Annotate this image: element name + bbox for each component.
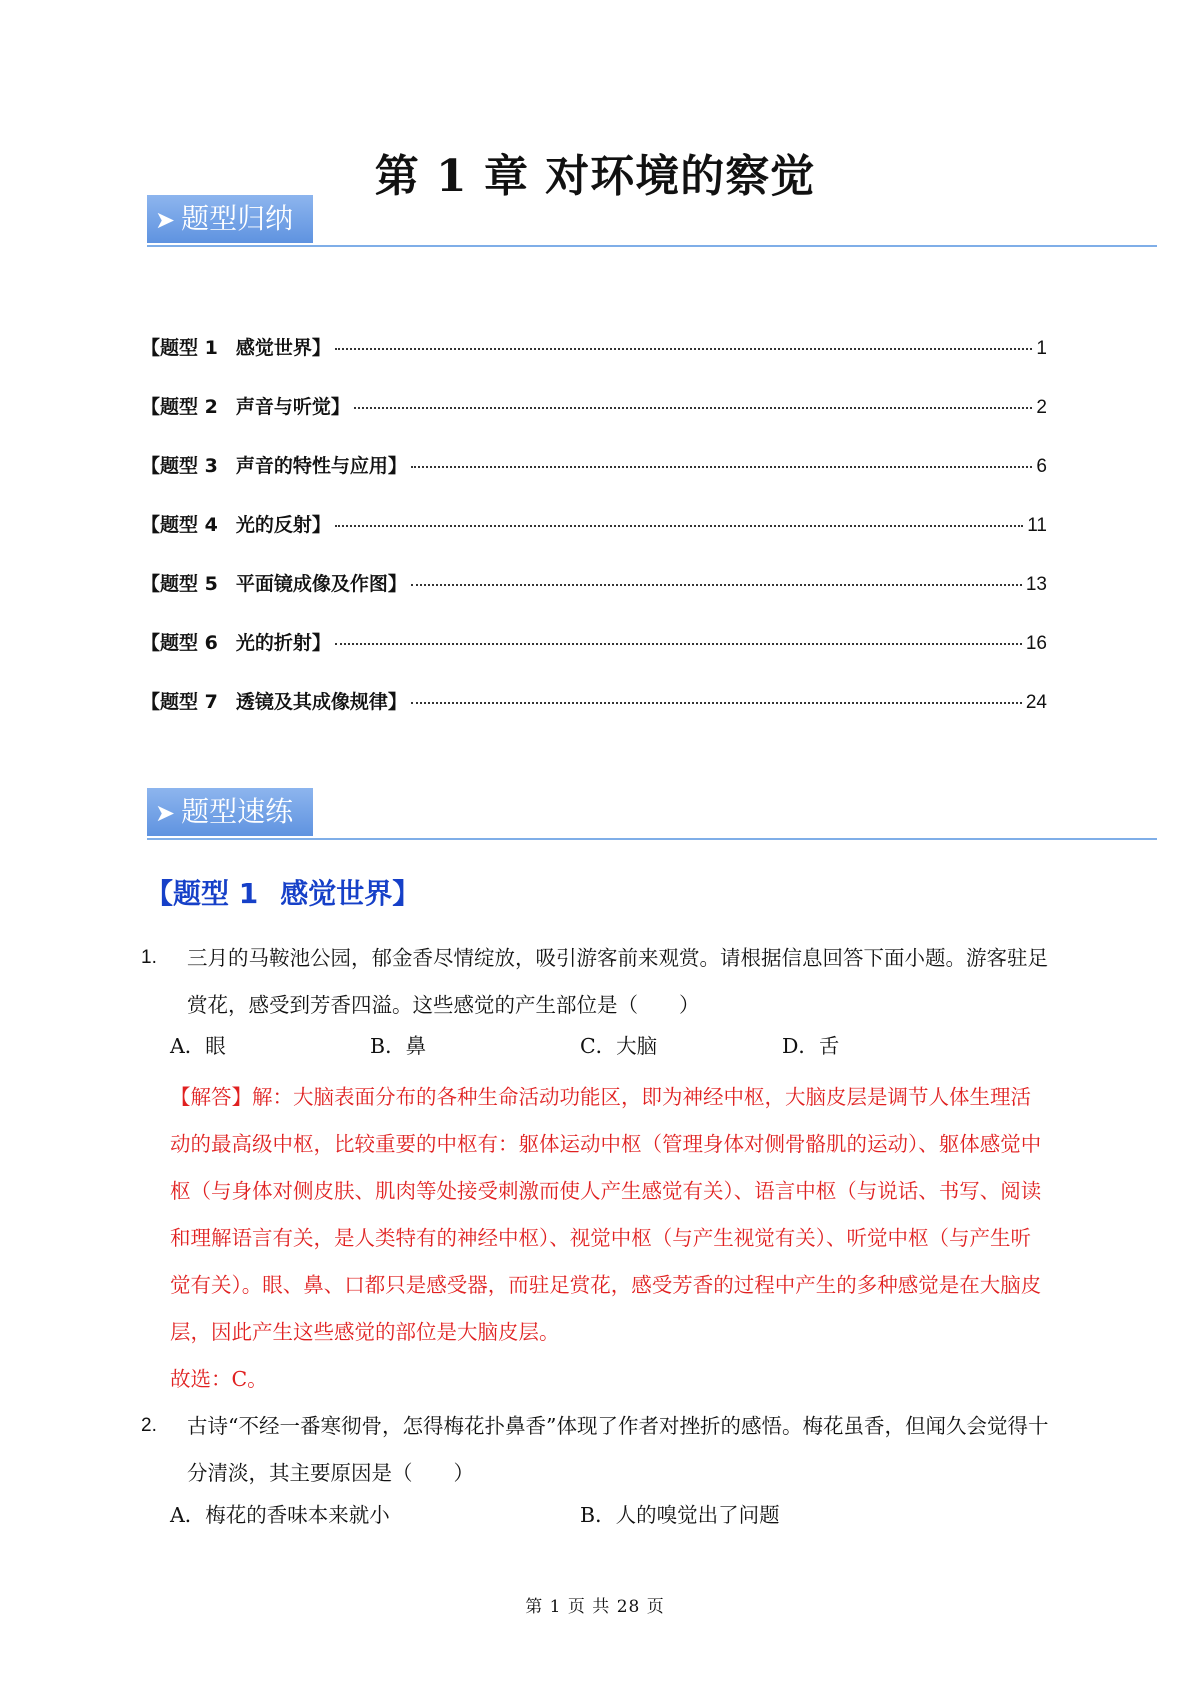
toc-num: 【题型 1 <box>141 337 218 359</box>
toc-page: 2 <box>1036 397 1047 418</box>
arrow-right-icon: ➤ <box>155 206 176 234</box>
section-label: 题型归纳 <box>181 202 294 235</box>
option-a[interactable]: A．眼 <box>170 1034 226 1058</box>
toc-leader <box>335 525 1023 527</box>
table-of-contents <box>141 333 1047 746</box>
question-stem: 三月的马鞍池公园，郁金香尽情绽放，吸引游客前来观赏。请根据信息回答下面小题。游客驻足赏花，感受到芳香四溢。这些感觉的产生部位是（ ） <box>187 946 1048 1017</box>
toc-leader <box>335 348 1033 350</box>
toc-num: 【题型 4 <box>141 514 218 536</box>
option-d[interactable]: D．舌 <box>782 1034 840 1058</box>
answer-text: 解：大脑表面分布的各种生命活动功能区，即为神经中枢，大脑皮层是调节人体生理活动的最高级中枢，比较重要的中枢有：躯体运动中枢（管理身体对侧骨骼肌的运动）、躯体感觉中枢（与身体对侧皮肤、肌肉等处接受刺激而使人产生感觉有关）、语言中枢（与说话、书写、阅读和理解语言有关，是人类特有的神经中枢）、视觉中枢（与产生视觉有关）、听觉中枢（与产生听觉有关）。眼、鼻、口都只是感受器，而驻足赏花，感受芳香的过程中产生的多种感觉是在大脑皮层，因此产生这些感觉的部位是大脑皮层。 <box>170 1085 1042 1344</box>
type-num: 【题型 1 <box>145 877 259 910</box>
page-footer: 第 1 页 共 28 页 <box>525 1597 665 1617</box>
toc-leader <box>335 643 1022 645</box>
toc-leader <box>354 407 1033 409</box>
toc-page: 11 <box>1027 515 1047 536</box>
toc-num: 【题型 7 <box>141 691 218 713</box>
toc-leader <box>411 466 1033 468</box>
type-heading <box>145 872 420 912</box>
toc-name: 光的反射】 <box>235 514 331 536</box>
section-header-summary <box>147 195 1157 247</box>
answer-explanation <box>170 1074 1050 1356</box>
toc-page: 24 <box>1025 692 1047 713</box>
section-tag <box>147 788 313 836</box>
answer-choice: 故选：C。 <box>170 1367 268 1391</box>
toc-name: 透镜及其成像规律】 <box>235 691 407 713</box>
toc-row[interactable] <box>141 510 1047 569</box>
section-label: 题型速练 <box>181 795 294 828</box>
toc-name: 声音与听觉】 <box>235 396 350 418</box>
toc-num: 【题型 6 <box>141 632 218 654</box>
toc-num: 【题型 3 <box>141 455 218 477</box>
toc-page: 1 <box>1036 338 1047 359</box>
toc-num: 【题型 5 <box>141 573 218 595</box>
question-stem: 古诗“不经一番寒彻骨，怎得梅花扑鼻香”体现了作者对挫折的感悟。梅花虽香，但闻久会觉得十分清淡，其主要原因是（ ） <box>187 1414 1049 1485</box>
toc-leader <box>411 702 1022 704</box>
toc-name: 平面镜成像及作图】 <box>235 573 407 595</box>
question-number: 1. <box>141 947 157 968</box>
option-b[interactable]: B．人的嗅觉出了问题 <box>580 1503 780 1527</box>
toc-num: 【题型 2 <box>141 396 218 418</box>
toc-name: 声音的特性与应用】 <box>235 455 407 477</box>
toc-name: 感觉世界】 <box>235 337 331 359</box>
toc-row[interactable] <box>141 333 1047 392</box>
option-c[interactable]: C．大脑 <box>580 1034 658 1058</box>
toc-page: 16 <box>1025 633 1047 654</box>
toc-row[interactable] <box>141 392 1047 451</box>
toc-row[interactable] <box>141 628 1047 687</box>
section-rule <box>147 245 1157 247</box>
toc-name: 光的折射】 <box>235 632 331 654</box>
toc-row[interactable] <box>141 451 1047 510</box>
toc-leader <box>411 584 1022 586</box>
toc-row[interactable] <box>141 687 1047 746</box>
arrow-right-icon: ➤ <box>155 799 176 827</box>
question-number: 2. <box>141 1415 157 1436</box>
page-title: 第 1 章 对环境的察觉 <box>374 151 816 202</box>
toc-row[interactable] <box>141 569 1047 628</box>
type-name: 感觉世界】 <box>280 877 421 910</box>
toc-page: 6 <box>1036 456 1047 477</box>
section-rule <box>147 838 1157 840</box>
answer-tag: 【解答】 <box>170 1085 252 1109</box>
option-b[interactable]: B．鼻 <box>370 1034 427 1058</box>
option-a[interactable]: A．梅花的香味本来就小 <box>170 1503 390 1527</box>
toc-page: 13 <box>1025 574 1047 595</box>
section-header-practice <box>147 788 1157 840</box>
section-tag <box>147 195 313 243</box>
